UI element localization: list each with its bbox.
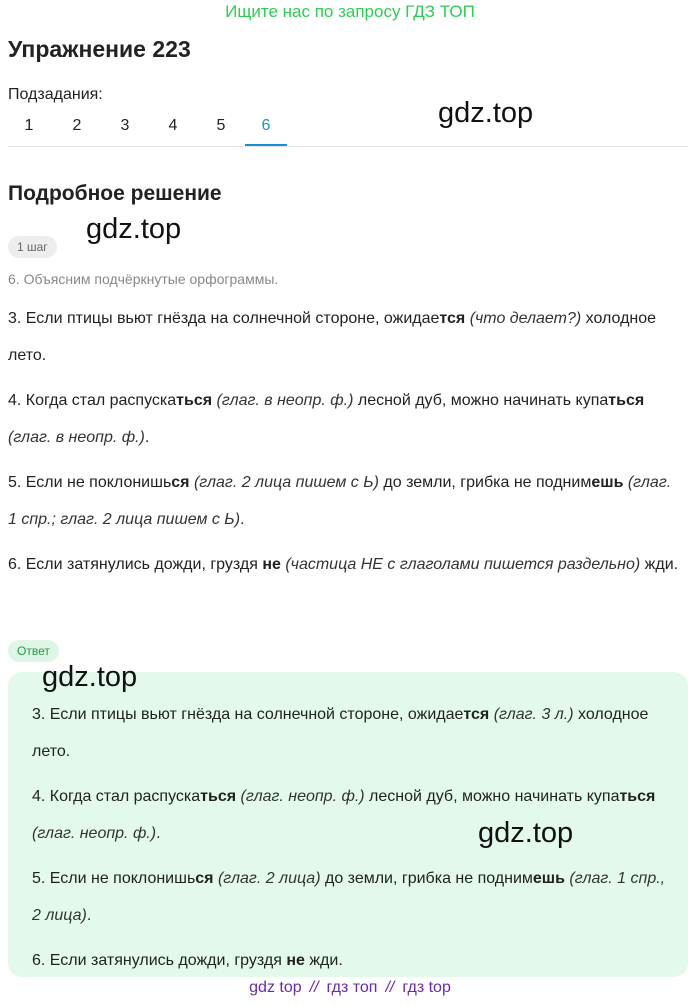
answer-body xyxy=(32,696,672,977)
answer-box xyxy=(8,672,688,977)
footer-separator: // xyxy=(385,979,395,996)
watermark: gdz.top xyxy=(42,661,138,693)
answer-badge: Ответ xyxy=(8,640,59,662)
step-badge: 1 шаг xyxy=(8,236,57,258)
tab-2[interactable]: 2 xyxy=(72,117,82,134)
footer-link[interactable]: гдз топ xyxy=(326,979,378,996)
watermark: gdz.top xyxy=(438,97,534,129)
section-title: Подробное решение xyxy=(8,182,222,205)
solution-paragraph: 6. Если затянулись дожди, груздя не (частица НЕ с глаголами пишется раздельно) жди. xyxy=(8,556,679,573)
tab-4[interactable]: 4 xyxy=(168,117,178,134)
tab-1[interactable]: 1 xyxy=(24,117,34,134)
solution-paragraph: 4. Когда стал распускаться (глаг. в неопр. ф.) лесной дуб, можно начинать купаться (глаг. в неопр. ф.). xyxy=(8,392,645,446)
watermark: gdz.top xyxy=(478,817,574,849)
subtask-tabs xyxy=(8,108,688,147)
solution-paragraph: 3. Если птицы вьют гнёзда на солнечной стороне, ожидается (что делает?) холодное лето. xyxy=(8,310,657,364)
footer-link[interactable]: гдз top xyxy=(402,979,451,996)
solution-intro: 6. Объясним подчёркнутые орфограммы. xyxy=(8,271,279,287)
watermark: gdz.top xyxy=(86,213,182,245)
answer-paragraph: 6. Если затянулись дожди, груздя не жди. xyxy=(32,952,343,969)
top-banner: Ищите нас по запросу ГДЗ ТОП xyxy=(225,2,475,21)
tab-5[interactable]: 5 xyxy=(216,117,226,134)
solution-paragraph: 5. Если не поклонишься (глаг. 2 лица пишем с Ь) до земли, грибка не поднимешь (глаг. 1 спр.; глаг. 2 лица пишем с Ь). xyxy=(8,474,672,528)
solution-body xyxy=(8,300,680,591)
answer-paragraph: 5. Если не поклонишься (глаг. 2 лица) до земли, грибка не поднимешь (глаг. 1 спр., 2 лица). xyxy=(32,870,666,924)
subtasks-label: Подзадания: xyxy=(8,86,103,103)
footer-separator: // xyxy=(309,979,319,996)
answer-paragraph: 3. Если птицы вьют гнёзда на солнечной стороне, ожидается (глаг. 3 л.) холодное лето. xyxy=(32,706,649,760)
page-title: Упражнение 223 xyxy=(8,36,191,62)
footer-link[interactable]: gdz top xyxy=(249,979,302,996)
answer-paragraph: 4. Когда стал распускаться (глаг. неопр. ф.) лесной дуб, можно начинать купаться (глаг. неопр. ф.). xyxy=(32,788,656,842)
tab-3[interactable]: 3 xyxy=(120,117,130,134)
tab-6[interactable]: 6 xyxy=(245,108,287,146)
footer-links xyxy=(0,979,700,997)
